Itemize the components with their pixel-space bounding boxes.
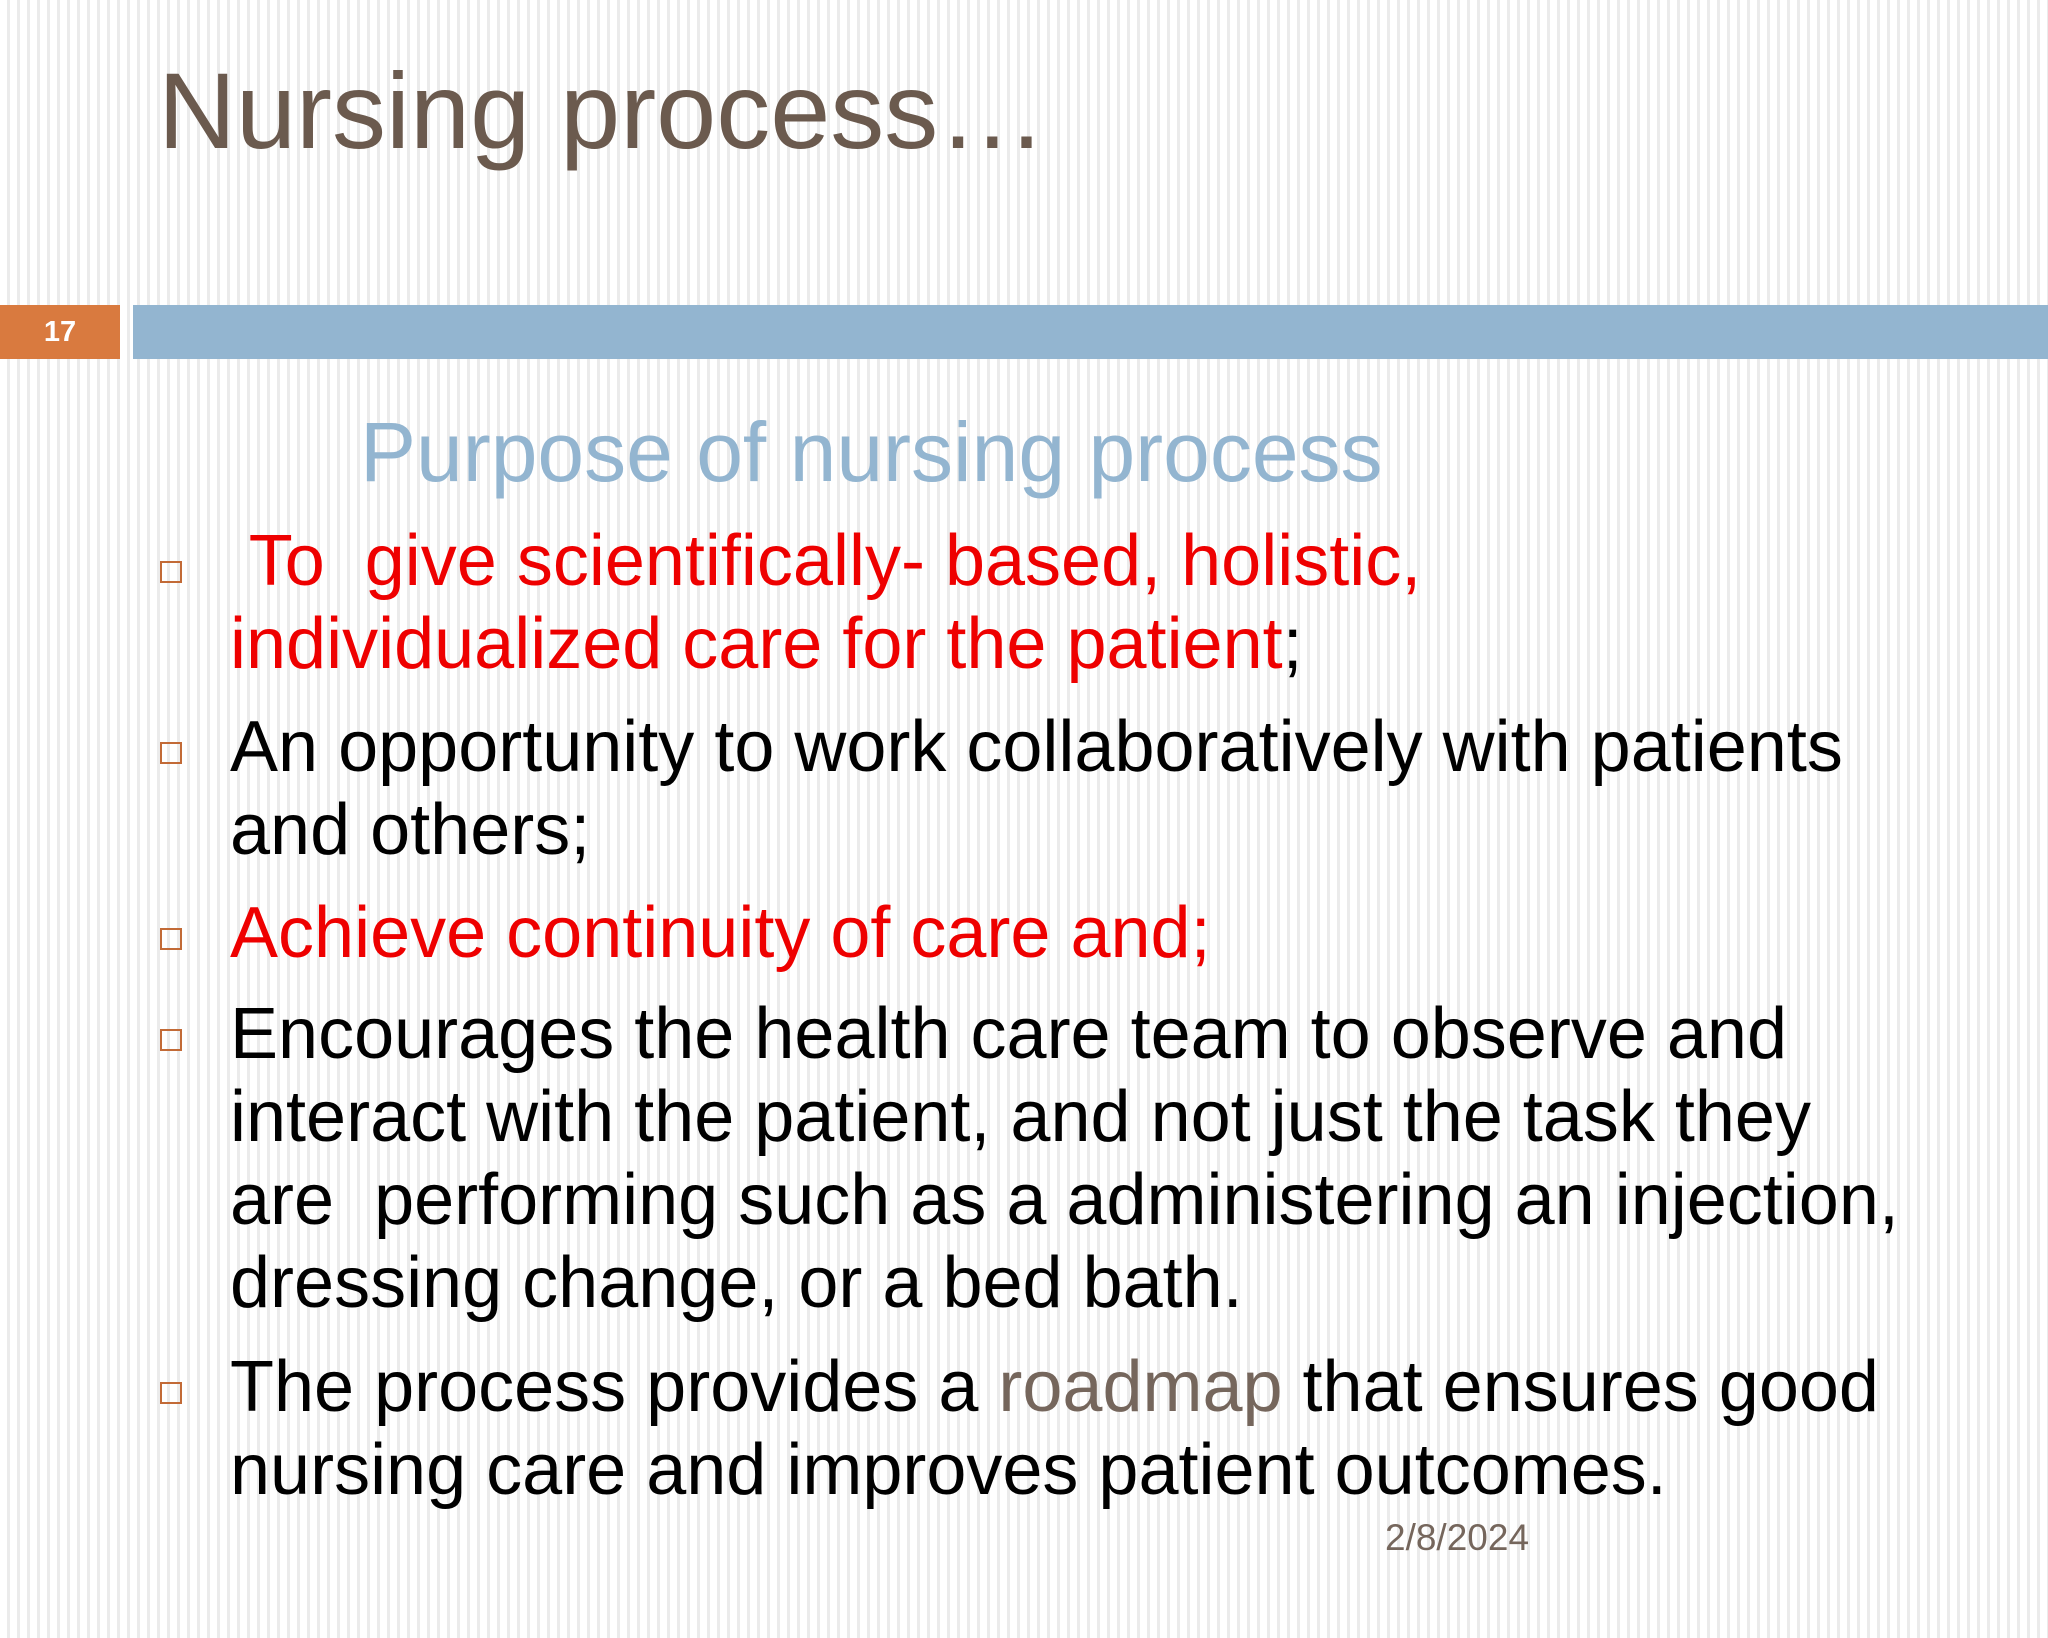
title-divider-band bbox=[133, 305, 2048, 359]
bullet-text-part: that ensures good nursing care and improves patient outcomes. bbox=[230, 1347, 1879, 1510]
slide-number: 17 bbox=[0, 305, 120, 359]
bullet-text bbox=[230, 1346, 1920, 1512]
bullet-text: Achieve continuity of care and; bbox=[230, 893, 1211, 973]
slide-title: Nursing process… bbox=[158, 50, 1047, 171]
square-bullet-icon bbox=[160, 1029, 182, 1051]
footer-date: 2/8/2024 bbox=[1385, 1517, 1530, 1558]
square-bullet-icon bbox=[160, 928, 182, 950]
bullet-text-red: To give scientifically- based, holistic, bbox=[230, 521, 1422, 601]
bullet-text: Encourages the health care team to observe and interact with the patient, and not just the task they are performing such as a administering an injection, dressing change, or a bed bath. bbox=[230, 994, 1919, 1323]
bullet-text-red: individualized care for the patient bbox=[230, 604, 1283, 684]
bullet-text: An opportunity to work collaboratively with patients and others; bbox=[230, 707, 1843, 870]
bullet-text-punctuation: ; bbox=[1282, 604, 1303, 684]
square-bullet-icon bbox=[160, 1382, 182, 1404]
slide-subtitle: Purpose of nursing process bbox=[360, 405, 1383, 499]
square-bullet-icon bbox=[160, 561, 182, 583]
roadmap-highlight: roadmap bbox=[998, 1347, 1283, 1427]
bullet-text-part: The process provides a bbox=[230, 1347, 999, 1427]
square-bullet-icon bbox=[160, 742, 182, 764]
bullet-text bbox=[230, 520, 1920, 686]
